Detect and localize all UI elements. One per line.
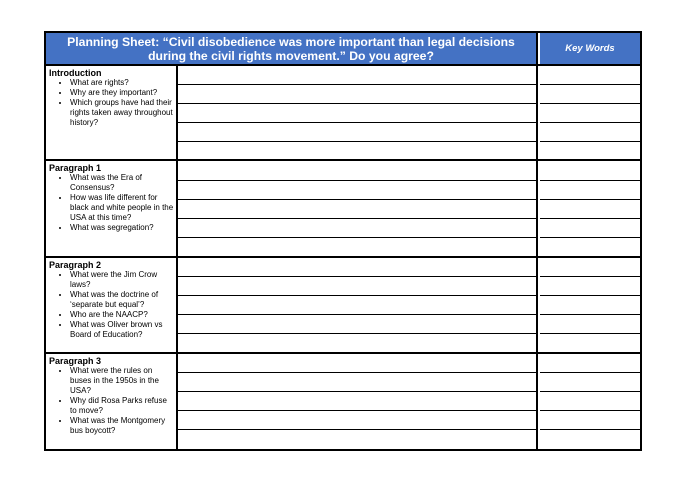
key-words-cell[interactable] <box>540 161 640 256</box>
writing-line <box>178 276 536 277</box>
section-paragraph-1 <box>46 161 640 258</box>
question-item: • What was the doctrine of ‘separate but equal’? <box>70 290 174 310</box>
title-cell <box>46 33 538 64</box>
key-words-cell[interactable] <box>540 354 640 449</box>
writing-line <box>178 84 536 85</box>
section-paragraph-3 <box>46 354 640 449</box>
key-words-cell[interactable] <box>540 66 640 159</box>
writing-line <box>178 122 536 123</box>
writing-line <box>540 122 640 123</box>
writing-line <box>178 372 536 373</box>
writing-line <box>178 314 536 315</box>
writing-line <box>178 180 536 181</box>
writing-line <box>540 372 640 373</box>
question-item: • Why did Rosa Parks refuse to move? <box>70 396 174 416</box>
question-item: • What was the Era of Consensus? <box>70 173 174 193</box>
question-list <box>49 366 176 436</box>
notes-cell[interactable] <box>178 66 538 159</box>
writing-line <box>540 333 640 334</box>
writing-line <box>178 141 536 142</box>
question-item: • Why are they important? <box>70 88 174 98</box>
key-words-cell[interactable] <box>540 258 640 352</box>
key-words-header: Key Words <box>540 33 640 64</box>
section-title: Paragraph 1 <box>49 163 102 173</box>
writing-line <box>540 218 640 219</box>
writing-line <box>178 199 536 200</box>
writing-line <box>540 199 640 200</box>
writing-line <box>540 429 640 430</box>
question-list <box>49 173 176 233</box>
section-introduction <box>46 66 640 161</box>
question-item: • What were the Jim Crow laws? <box>70 270 174 290</box>
writing-line <box>178 237 536 238</box>
questions-cell <box>46 161 178 256</box>
section-paragraph-2 <box>46 258 640 354</box>
writing-line <box>178 103 536 104</box>
question-item: • Who are the NAACP? <box>70 310 174 320</box>
header-row <box>46 33 640 66</box>
writing-line <box>540 84 640 85</box>
question-item: • What was the Montgomery bus boycott? <box>70 416 174 436</box>
notes-cell[interactable] <box>178 258 538 352</box>
section-title: Paragraph 2 <box>49 260 102 270</box>
question-list <box>49 78 176 128</box>
writing-line <box>540 276 640 277</box>
writing-line <box>178 429 536 430</box>
question-item: • What are rights? <box>70 78 174 88</box>
writing-line <box>178 391 536 392</box>
question-item: • What was segregation? <box>70 223 174 233</box>
questions-cell <box>46 66 178 159</box>
question-item: • What were the rules on buses in the 1950s in the USA? <box>70 366 174 396</box>
title-line-1: Planning Sheet: “Civil disobedience was more important than legal decisions <box>67 35 515 49</box>
question-item: • Which groups have had their rights taken away throughout history? <box>70 98 174 128</box>
question-list <box>49 270 176 340</box>
section-title: Introduction <box>49 68 102 78</box>
title-line-2: during the civil rights movement.” Do you agree? <box>148 49 434 63</box>
questions-cell <box>46 354 178 449</box>
writing-line <box>540 103 640 104</box>
writing-line <box>540 314 640 315</box>
writing-line <box>540 295 640 296</box>
question-item: • What was Oliver brown vs Board of Education? <box>70 320 174 340</box>
questions-cell <box>46 258 178 352</box>
notes-cell[interactable] <box>178 161 538 256</box>
question-item: • How was life different for black and white people in the USA at this time? <box>70 193 174 223</box>
writing-line <box>540 237 640 238</box>
notes-cell[interactable] <box>178 354 538 449</box>
writing-line <box>178 218 536 219</box>
section-title: Paragraph 3 <box>49 356 102 366</box>
planning-sheet-table <box>44 31 642 451</box>
writing-line <box>540 410 640 411</box>
writing-line <box>540 391 640 392</box>
writing-line <box>178 410 536 411</box>
writing-line <box>178 333 536 334</box>
writing-line <box>540 141 640 142</box>
writing-line <box>540 180 640 181</box>
writing-line <box>178 295 536 296</box>
